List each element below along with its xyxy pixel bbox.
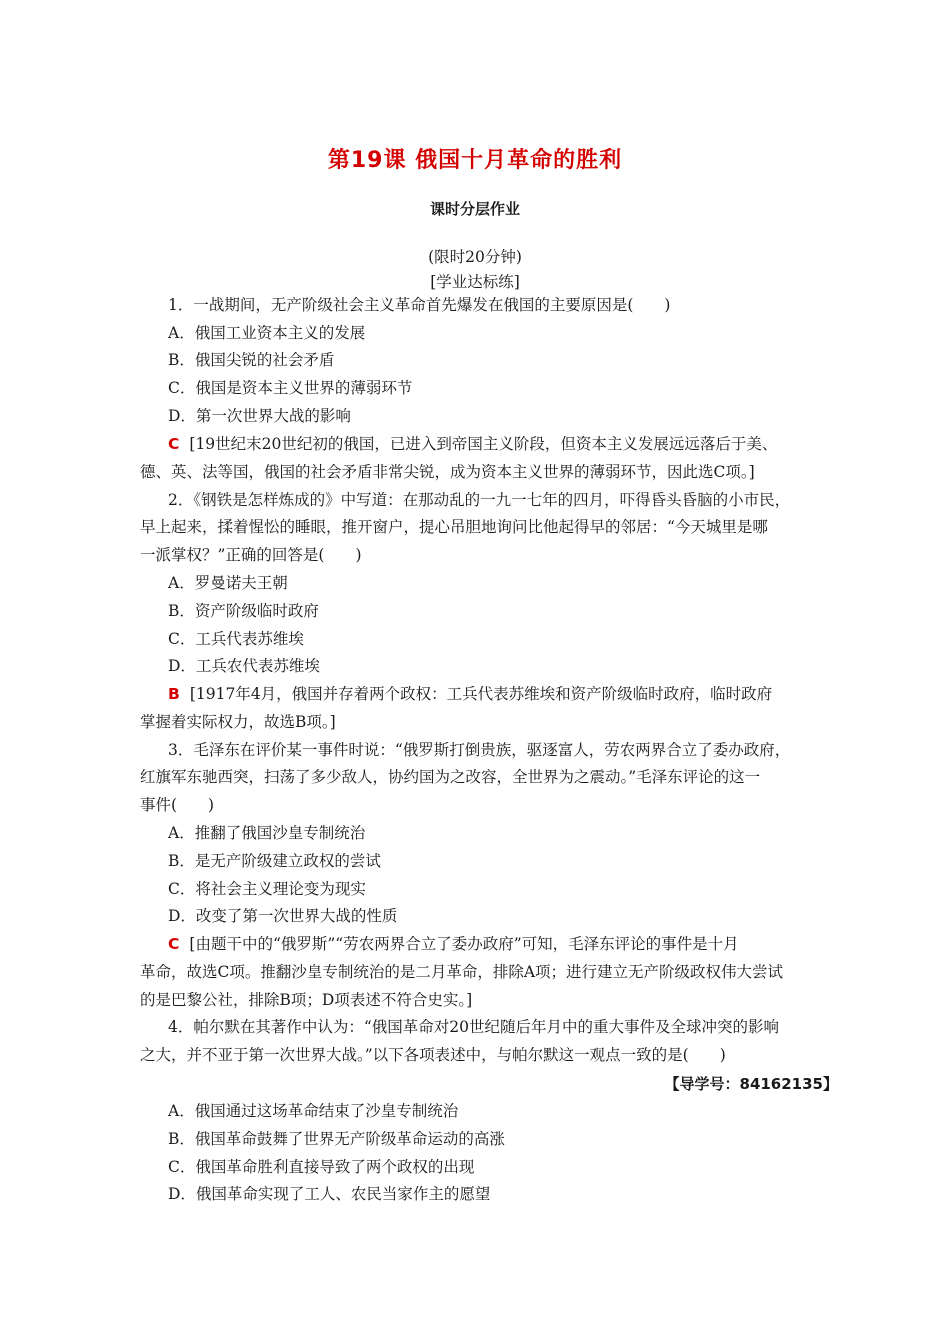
section-heading: [学业达标练] xyxy=(430,273,520,291)
question-4-option-b: B．俄国革命鼓舞了世界无产阶级革命运动的高涨 xyxy=(168,1130,505,1148)
question-1-explanation-line-2: 德、英、法等国，俄国的社会矛盾非常尖锐，成为资本主义世界的薄弱环节，因此选C项。] xyxy=(140,463,755,481)
question-3-stem-line-3: 事件( ) xyxy=(140,796,215,814)
question-2-explanation-line-2: 掌握着实际权力，故选B项。] xyxy=(140,713,336,731)
question-1-option-a: A．俄国工业资本主义的发展 xyxy=(168,324,366,342)
question-4-stem-line-2: 之大，并不亚于第一次世界大战。”以下各项表述中，与帕尔默这一观点一致的是( ) xyxy=(140,1046,726,1064)
question-2-answer: B xyxy=(168,685,180,703)
question-1-stem: 1．一战期间，无产阶级社会主义革命首先爆发在俄国的主要原因是( ) xyxy=(168,296,671,314)
question-4-option-c: C．俄国革命胜利直接导致了两个政权的出现 xyxy=(168,1158,475,1176)
question-2-option-d: D．工兵农代表苏维埃 xyxy=(168,657,320,675)
lesson-title: 第19课 俄国十月革命的胜利 xyxy=(327,148,623,173)
homework-subtitle: 课时分层作业 xyxy=(429,200,520,218)
guide-number-ref: 【导学号：84162135】 xyxy=(664,1075,838,1093)
question-2-option-b: B．资产阶级临时政府 xyxy=(168,602,319,620)
question-4-option-d: D．俄国革命实现了工人、农民当家作主的愿望 xyxy=(168,1185,491,1203)
question-1-explanation-line-1: C [19世纪末20世纪初的俄国，已进入到帝国主义阶段，但资本主义发展远远落后于美、 xyxy=(168,435,778,453)
question-1-option-d: D．第一次世界大战的影响 xyxy=(168,407,351,425)
question-1-option-c: C．俄国是资本主义世界的薄弱环节 xyxy=(168,379,413,397)
time-limit: (限时20分钟) xyxy=(428,248,522,266)
question-2-explanation-line-1: B [1917年4月，俄国并存着两个政权：工兵代表苏维埃和资产阶级临时政府，临时政府 xyxy=(168,685,773,703)
question-3-stem-line-1: 3．毛泽东在评价某一事件时说：“俄罗斯打倒贵族，驱逐富人，劳农两界合立了委办政府， xyxy=(168,741,791,759)
question-4-stem-line-1: 4．帕尔默在其著作中认为：“俄国革命对20世纪随后年月中的重大事件及全球冲突的影响 xyxy=(168,1018,780,1036)
question-3-option-d: D．改变了第一次世界大战的性质 xyxy=(168,907,398,925)
question-3-option-c: C．将社会主义理论变为现实 xyxy=(168,880,366,898)
question-3-explanation-line-1: C [由题干中的“俄罗斯”“劳农两界合立了委办政府”可知，毛泽东评论的事件是十月 xyxy=(168,935,739,953)
question-3-explanation-line-3: 的是巴黎公社，排除B项；D项表述不符合史实。] xyxy=(140,991,473,1009)
question-1-option-b: B．俄国尖锐的社会矛盾 xyxy=(168,351,335,369)
question-3-stem-line-2: 红旗军东驰西突，扫荡了多少敌人，协约国为之改容，全世界为之震动。”毛泽东评论的这一 xyxy=(140,768,761,786)
question-2-option-c: C．工兵代表苏维埃 xyxy=(168,630,304,648)
question-3-explanation-line-2: 革命，故选C项。推翻沙皇专制统治的是二月革命，排除A项；进行建立无产阶级政权伟大尝试 xyxy=(140,963,784,981)
question-2-stem-line-3: 一派掌权？”正确的回答是( ) xyxy=(140,546,362,564)
question-2-option-a: A．罗曼诺夫王朝 xyxy=(168,574,288,592)
question-2-stem-line-1: 2．《钢铁是怎样炼成的》中写道：在那动乱的一九一七年的四月，吓得昏头昏脑的小市民， xyxy=(168,491,791,509)
question-4-option-a: A．俄国通过这场革命结束了沙皇专制统治 xyxy=(168,1102,459,1120)
question-3-answer: C xyxy=(168,935,180,953)
question-2-stem-line-2: 早上起来，揉着惺忪的睡眼，推开窗户，提心吊胆地询问比他起得早的邻居：“今天城里是哪 xyxy=(140,518,768,536)
question-3-option-b: B．是无产阶级建立政权的尝试 xyxy=(168,852,381,870)
question-1-answer: C xyxy=(168,435,180,453)
question-3-option-a: A．推翻了俄国沙皇专制统治 xyxy=(168,824,366,842)
